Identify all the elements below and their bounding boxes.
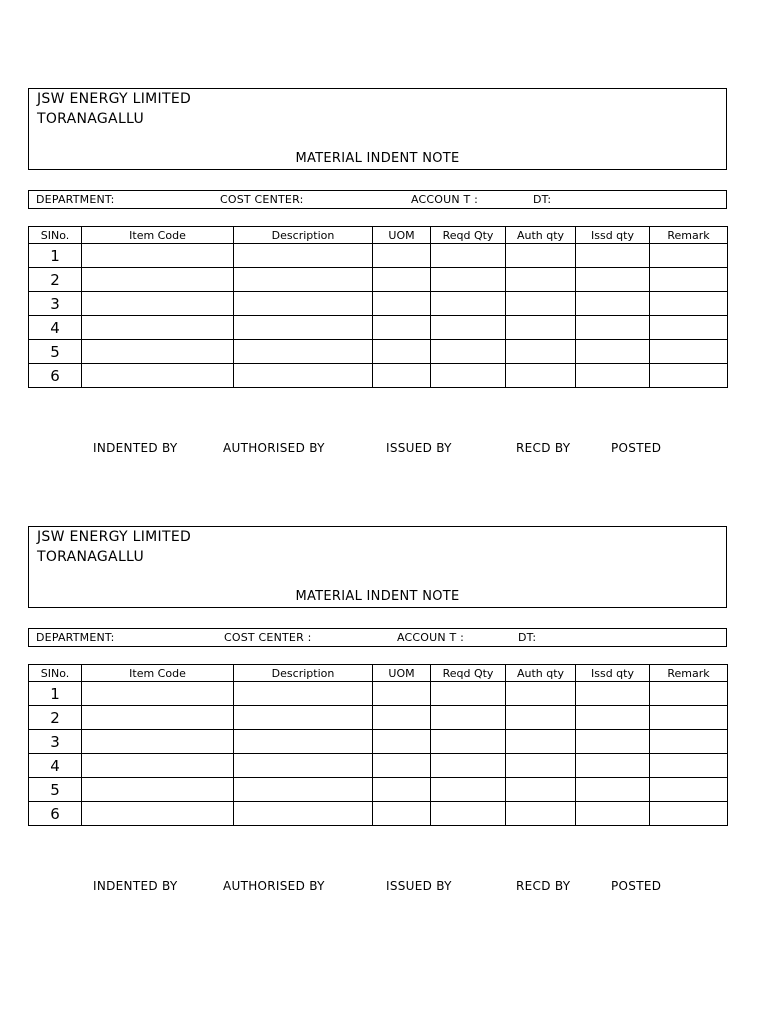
description-cell[interactable] (234, 706, 373, 730)
table-row (29, 682, 728, 706)
uom-cell[interactable] (373, 778, 431, 802)
auth-qty-cell[interactable] (506, 802, 576, 826)
col-issd-qty: Issd qty (576, 665, 650, 682)
remark-cell[interactable] (650, 754, 728, 778)
reqd-qty-cell[interactable] (431, 802, 506, 826)
posted-label: POSTED (611, 879, 662, 893)
item-code-cell[interactable] (82, 682, 234, 706)
row-number: 1 (29, 244, 82, 268)
issued-by-label: ISSUED BY (386, 879, 452, 893)
issd-qty-cell[interactable] (576, 244, 650, 268)
reqd-qty-cell[interactable] (431, 730, 506, 754)
table-row (29, 268, 728, 292)
info-bar (28, 628, 727, 647)
item-code-cell[interactable] (82, 706, 234, 730)
form-title: MATERIAL INDENT NOTE (295, 151, 460, 166)
table-row (29, 778, 728, 802)
form-header (28, 526, 727, 608)
issd-qty-cell[interactable] (576, 268, 650, 292)
uom-cell[interactable] (373, 268, 431, 292)
description-cell[interactable] (234, 292, 373, 316)
remark-cell[interactable] (650, 778, 728, 802)
indented-by-label: INDENTED BY (93, 441, 178, 455)
reqd-qty-cell[interactable] (431, 754, 506, 778)
col-item-code: Item Code (82, 227, 234, 244)
uom-cell[interactable] (373, 364, 431, 388)
col-item-code: Item Code (82, 665, 234, 682)
description-cell[interactable] (234, 802, 373, 826)
company-location: TORANAGALLU (37, 549, 144, 565)
authorised-by-label: AUTHORISED BY (223, 879, 325, 893)
remark-cell[interactable] (650, 706, 728, 730)
row-number: 2 (29, 706, 82, 730)
info-bar (28, 190, 727, 209)
company-location: TORANAGALLU (37, 111, 144, 127)
uom-cell[interactable] (373, 316, 431, 340)
auth-qty-cell[interactable] (506, 292, 576, 316)
auth-qty-cell[interactable] (506, 316, 576, 340)
indented-by-label: INDENTED BY (93, 879, 178, 893)
item-code-cell[interactable] (82, 316, 234, 340)
auth-qty-cell[interactable] (506, 364, 576, 388)
company-name: JSW ENERGY LIMITED (37, 529, 192, 545)
cost-center-label: COST CENTER: (220, 193, 304, 206)
item-code-cell[interactable] (82, 802, 234, 826)
issd-qty-cell[interactable] (576, 730, 650, 754)
item-code-cell[interactable] (82, 292, 234, 316)
date-label: DT: (518, 631, 537, 644)
col-auth-qty: Auth qty (506, 665, 576, 682)
table-row (29, 244, 728, 268)
item-code-cell[interactable] (82, 778, 234, 802)
account-label: ACCOUN T : (411, 193, 479, 206)
items-table (28, 226, 728, 388)
remark-cell[interactable] (650, 730, 728, 754)
uom-cell[interactable] (373, 682, 431, 706)
row-number: 1 (29, 682, 82, 706)
reqd-qty-cell[interactable] (431, 778, 506, 802)
description-cell[interactable] (234, 268, 373, 292)
cost-center-label: COST CENTER : (224, 631, 312, 644)
auth-qty-cell[interactable] (506, 268, 576, 292)
description-cell[interactable] (234, 340, 373, 364)
auth-qty-cell[interactable] (506, 244, 576, 268)
description-cell[interactable] (234, 364, 373, 388)
remark-cell[interactable] (650, 364, 728, 388)
remark-cell[interactable] (650, 682, 728, 706)
row-number: 3 (29, 730, 82, 754)
company-name: JSW ENERGY LIMITED (37, 91, 192, 107)
issd-qty-cell[interactable] (576, 802, 650, 826)
reqd-qty-cell[interactable] (431, 268, 506, 292)
item-code-cell[interactable] (82, 364, 234, 388)
table-row (29, 706, 728, 730)
description-cell[interactable] (234, 244, 373, 268)
col-description: Description (234, 227, 373, 244)
issd-qty-cell[interactable] (576, 754, 650, 778)
item-code-cell[interactable] (82, 754, 234, 778)
col-auth-qty: Auth qty (506, 227, 576, 244)
uom-cell[interactable] (373, 754, 431, 778)
department-label: DEPARTMENT: (36, 193, 115, 206)
uom-cell[interactable] (373, 292, 431, 316)
reqd-qty-cell[interactable] (431, 706, 506, 730)
form-header (28, 88, 727, 170)
row-number: 5 (29, 340, 82, 364)
row-number: 3 (29, 292, 82, 316)
col-issd-qty: Issd qty (576, 227, 650, 244)
form-title: MATERIAL INDENT NOTE (295, 589, 460, 604)
posted-label: POSTED (611, 441, 662, 455)
account-label: ACCOUN T : (397, 631, 465, 644)
reqd-qty-cell[interactable] (431, 292, 506, 316)
authorised-by-label: AUTHORISED BY (223, 441, 325, 455)
col-uom: UOM (373, 227, 431, 244)
issd-qty-cell[interactable] (576, 292, 650, 316)
remark-cell[interactable] (650, 268, 728, 292)
uom-cell[interactable] (373, 802, 431, 826)
uom-cell[interactable] (373, 730, 431, 754)
col-remark: Remark (650, 227, 728, 244)
item-code-cell[interactable] (82, 268, 234, 292)
table-header-row (29, 227, 728, 244)
reqd-qty-cell[interactable] (431, 364, 506, 388)
description-cell[interactable] (234, 778, 373, 802)
row-number: 4 (29, 754, 82, 778)
issued-by-label: ISSUED BY (386, 441, 452, 455)
auth-qty-cell[interactable] (506, 340, 576, 364)
auth-qty-cell[interactable] (506, 682, 576, 706)
description-cell[interactable] (234, 730, 373, 754)
reqd-qty-cell[interactable] (431, 340, 506, 364)
item-code-cell[interactable] (82, 340, 234, 364)
table-row (29, 364, 728, 388)
table-row (29, 316, 728, 340)
issd-qty-cell[interactable] (576, 682, 650, 706)
row-number: 4 (29, 316, 82, 340)
remark-cell[interactable] (650, 802, 728, 826)
reqd-qty-cell[interactable] (431, 244, 506, 268)
col-sino: SINo. (29, 665, 82, 682)
description-cell[interactable] (234, 316, 373, 340)
auth-qty-cell[interactable] (506, 778, 576, 802)
issd-qty-cell[interactable] (576, 706, 650, 730)
issd-qty-cell[interactable] (576, 778, 650, 802)
col-reqd-qty: Reqd Qty (431, 227, 506, 244)
uom-cell[interactable] (373, 706, 431, 730)
uom-cell[interactable] (373, 340, 431, 364)
department-label: DEPARTMENT: (36, 631, 115, 644)
issd-qty-cell[interactable] (576, 316, 650, 340)
table-row (29, 730, 728, 754)
remark-cell[interactable] (650, 316, 728, 340)
col-remark: Remark (650, 665, 728, 682)
table-row (29, 802, 728, 826)
row-number: 5 (29, 778, 82, 802)
item-code-cell[interactable] (82, 244, 234, 268)
col-description: Description (234, 665, 373, 682)
remark-cell[interactable] (650, 292, 728, 316)
item-code-cell[interactable] (82, 730, 234, 754)
date-label: DT: (533, 193, 552, 206)
row-number: 6 (29, 364, 82, 388)
row-number: 6 (29, 802, 82, 826)
table-header-row (29, 665, 728, 682)
row-number: 2 (29, 268, 82, 292)
col-reqd-qty: Reqd Qty (431, 665, 506, 682)
items-table (28, 664, 728, 826)
table-row (29, 292, 728, 316)
reqd-qty-cell[interactable] (431, 316, 506, 340)
table-row (29, 754, 728, 778)
table-row (29, 340, 728, 364)
uom-cell[interactable] (373, 244, 431, 268)
auth-qty-cell[interactable] (506, 754, 576, 778)
remark-cell[interactable] (650, 340, 728, 364)
description-cell[interactable] (234, 754, 373, 778)
recd-by-label: RECD BY (516, 441, 571, 455)
issd-qty-cell[interactable] (576, 340, 650, 364)
col-uom: UOM (373, 665, 431, 682)
remark-cell[interactable] (650, 244, 728, 268)
description-cell[interactable] (234, 682, 373, 706)
col-sino: SINo. (29, 227, 82, 244)
issd-qty-cell[interactable] (576, 364, 650, 388)
auth-qty-cell[interactable] (506, 706, 576, 730)
recd-by-label: RECD BY (516, 879, 571, 893)
auth-qty-cell[interactable] (506, 730, 576, 754)
reqd-qty-cell[interactable] (431, 682, 506, 706)
